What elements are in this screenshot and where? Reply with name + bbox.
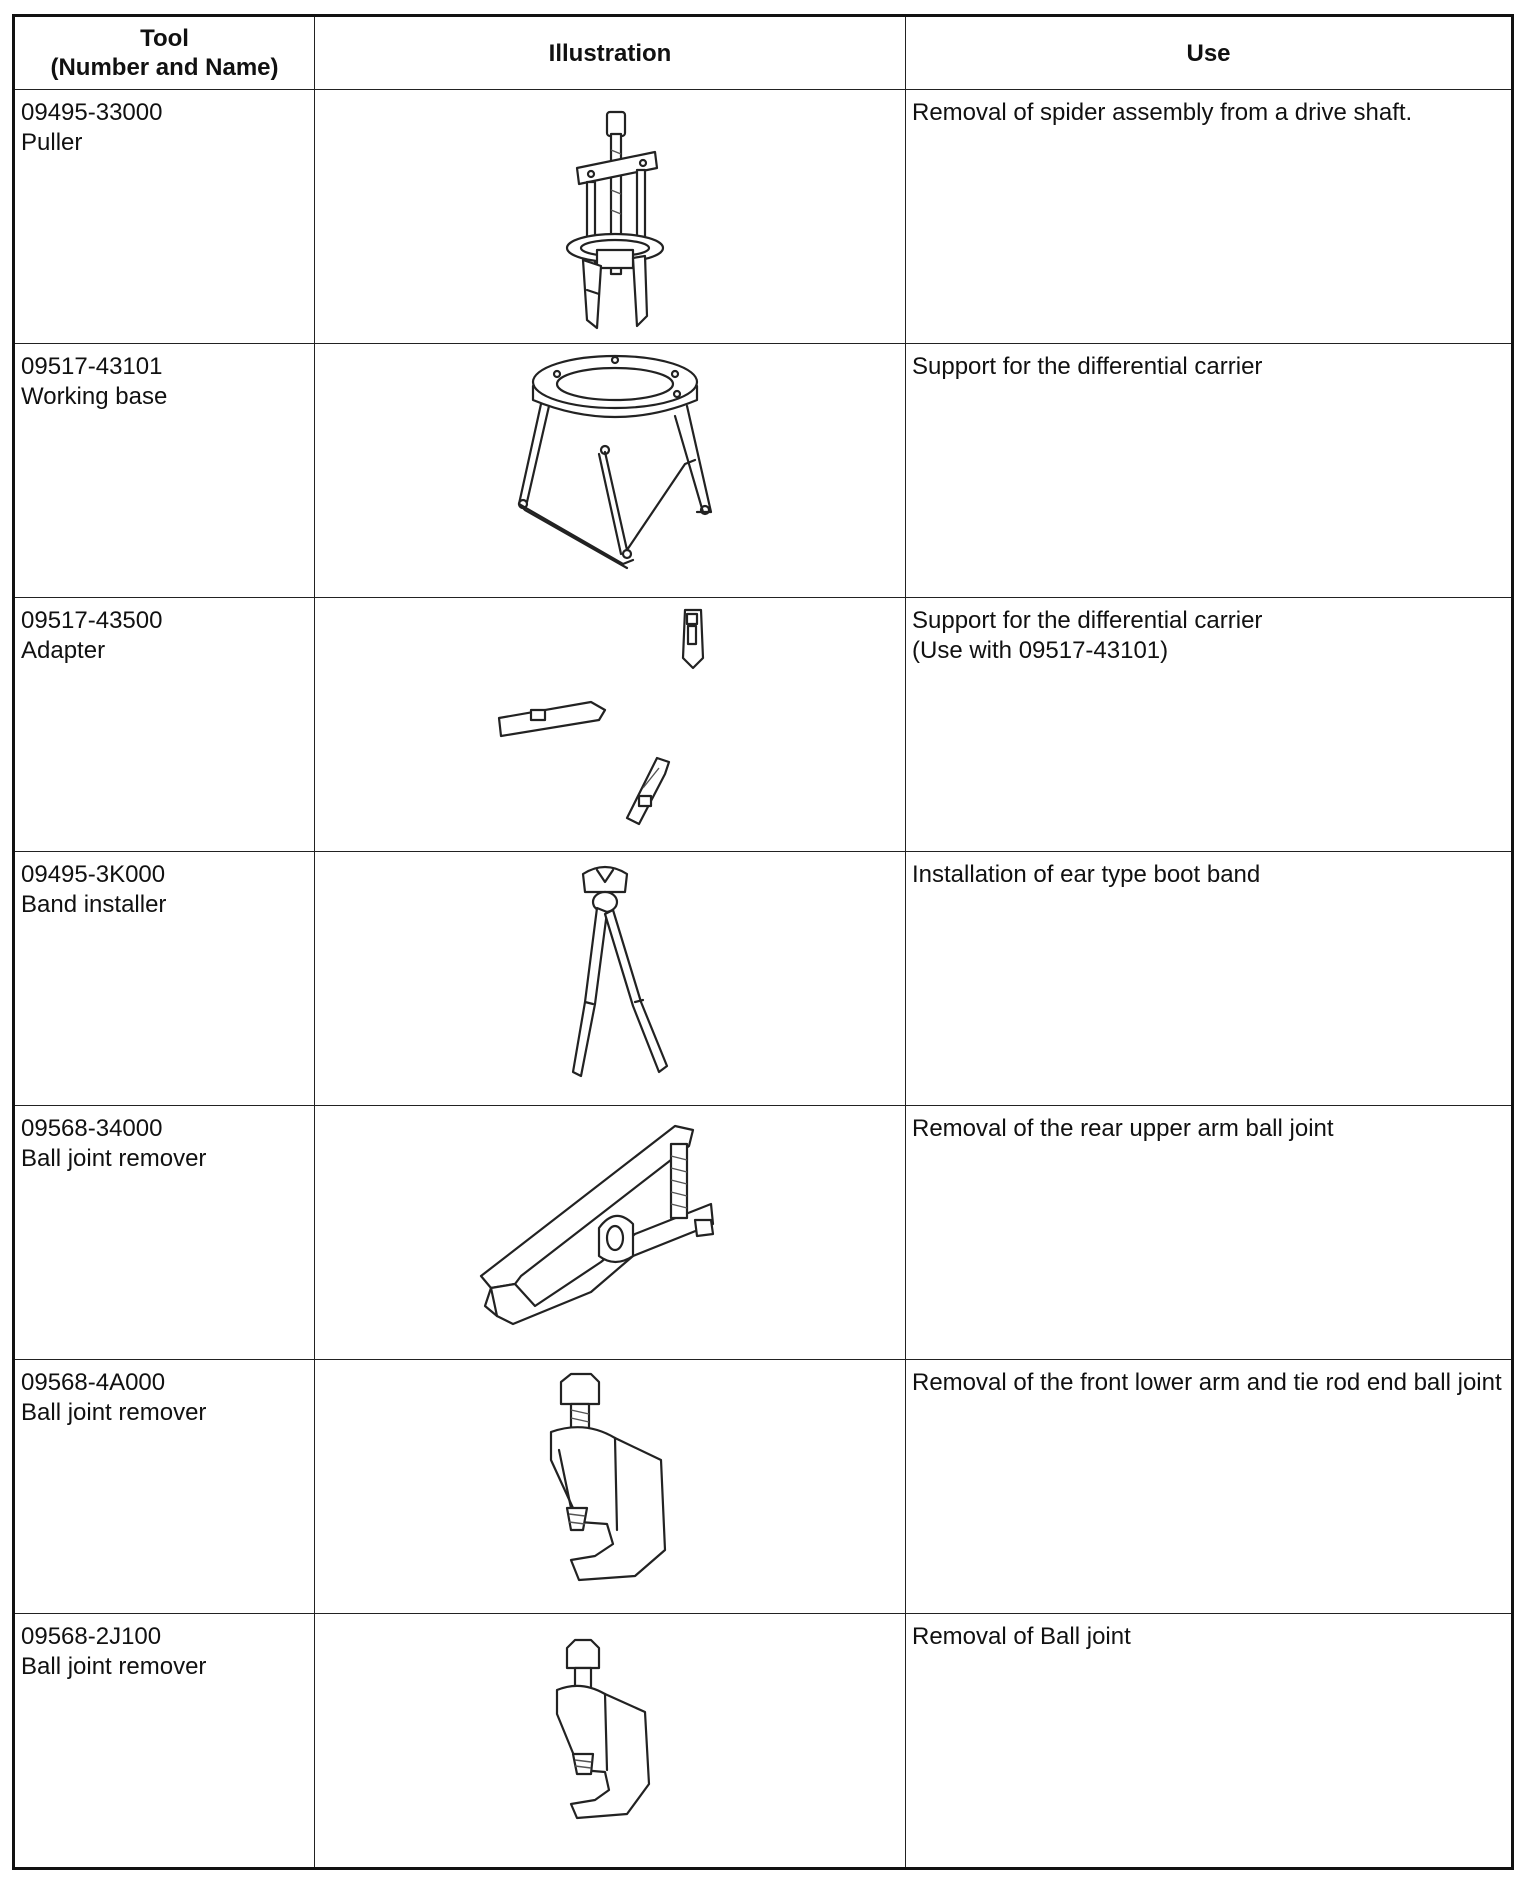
illustration-cell: [315, 90, 906, 344]
tool-use: Support for the differential carrier: [912, 352, 1263, 380]
tool-name: Working base: [21, 382, 168, 410]
tool-number: 09568-34000: [21, 1114, 163, 1142]
working-base-icon: [315, 344, 905, 596]
tool-number: 09495-33000: [21, 99, 163, 126]
tool-name: Adapter: [21, 636, 106, 664]
header-illustration-label: Illustration: [548, 39, 672, 67]
use-cell: [906, 1613, 1513, 1868]
illustration-cell: [315, 1613, 906, 1868]
tool-cell: [14, 90, 315, 344]
use-cell: [906, 1105, 1513, 1359]
illustration-cell: [315, 1359, 906, 1613]
tool-name: Ball joint remover: [21, 1652, 207, 1680]
tool-name: Ball joint remover: [21, 1398, 207, 1426]
table-row: [14, 851, 1513, 1105]
tool-cell: [14, 851, 315, 1105]
table-row: [14, 1105, 1513, 1359]
header-illustration: [315, 16, 906, 90]
use-cell: [906, 343, 1513, 597]
header-tool-label: Tool (Number and Name): [50, 25, 279, 81]
table-row: [14, 1359, 1513, 1613]
tool-cell: [14, 1613, 315, 1868]
tool-name: Ball joint remover: [21, 1144, 207, 1172]
tool-number: 09495-3K000: [21, 860, 166, 888]
table-row: [14, 597, 1513, 851]
tool-cell: [14, 1105, 315, 1359]
tool-number: 09568-4A000: [21, 1368, 166, 1396]
header-use: [906, 16, 1513, 90]
adapter-icon: [315, 598, 905, 850]
tool-number: 09517-43101: [21, 352, 163, 380]
use-cell: [906, 1359, 1513, 1613]
ball-joint-remover-c-icon: [315, 1360, 905, 1612]
use-cell: [906, 597, 1513, 851]
tool-number: 09568-2J100: [21, 1622, 162, 1650]
illustration-cell: [315, 1105, 906, 1359]
use-cell: [906, 851, 1513, 1105]
tool-cell: [14, 597, 315, 851]
tool-use: Removal of the rear upper arm ball joint: [912, 1114, 1334, 1142]
table-row: [14, 1613, 1513, 1868]
table-row: [14, 90, 1513, 344]
tool-name: Puller: [21, 129, 83, 156]
tool-cell: [14, 343, 315, 597]
header-use-label: Use: [1186, 39, 1231, 67]
tool-cell: [14, 1359, 315, 1613]
ball-joint-remover-small-icon: [315, 1614, 905, 1866]
special-tools-table: [12, 14, 1514, 1870]
tool-use: Support for the differential carrier (Use with 09517-43101): [912, 606, 1263, 664]
ball-joint-remover-icon: [315, 1106, 905, 1358]
illustration-cell: [315, 851, 906, 1105]
table-row: [14, 343, 1513, 597]
tool-number: 09517-43500: [21, 606, 163, 634]
tool-use: Removal of spider assembly from a drive shaft.: [912, 99, 1413, 126]
illustration-cell: [315, 597, 906, 851]
tool-use: Removal of Ball joint: [912, 1622, 1131, 1650]
table-header-row: [14, 16, 1513, 90]
use-cell: [906, 90, 1513, 344]
header-tool: [14, 16, 315, 90]
illustration-cell: [315, 343, 906, 597]
band-installer-icon: [315, 852, 905, 1104]
puller-icon: [315, 90, 905, 342]
tool-name: Band installer: [21, 890, 167, 918]
tool-use: Removal of the front lower arm and tie rod end ball joint: [912, 1368, 1502, 1396]
tool-use: Installation of ear type boot band: [912, 860, 1261, 888]
